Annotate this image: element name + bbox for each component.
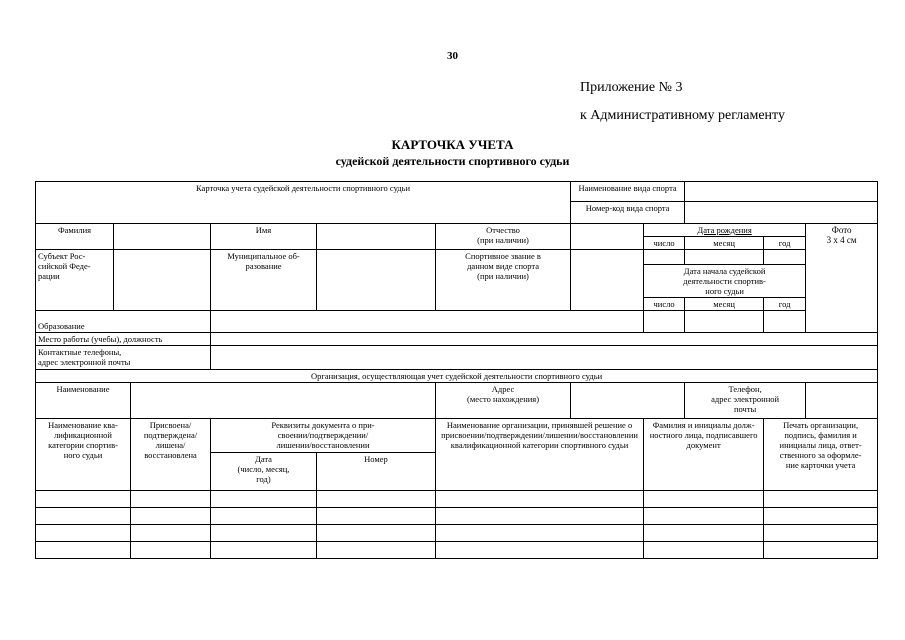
document-date-label: Дата (число, месяц, год)	[211, 453, 317, 491]
org-address-value[interactable]	[571, 383, 685, 419]
birth-date-label: Дата рождения	[644, 224, 806, 237]
appendix-number: Приложение № 3	[580, 80, 683, 95]
org-header: Организация, осуществляющая учет судейской деятельности спортивного судьи	[36, 370, 878, 383]
sport-title-label: Спортивное звание в данном виде спорта (при наличии)	[436, 250, 571, 311]
seal-signature-label: Печать организации, подпись, фамилия и инициалы лица, ответ- ственного за оформле- ние карточки учета	[764, 419, 878, 491]
sport-title-value[interactable]	[571, 250, 644, 311]
org-phone-label: Телефон, адрес электронной почты	[685, 383, 806, 419]
judge-start-month-value[interactable]	[685, 311, 764, 333]
card-header-cell	[36, 182, 571, 224]
table-row	[36, 542, 878, 559]
card-header: Карточка учета судейской деятельности спортивного судьи	[196, 183, 411, 193]
title-main: КАРТОЧКА УЧЕТА	[391, 137, 514, 152]
photo-label: Фото	[831, 225, 852, 235]
decision-org-label: Наименование организации, принявшей решение о присвоении/подтверждении/лишении/восстановлении квалификационной категории спортивного судьи	[436, 419, 644, 491]
sport-code-value[interactable]	[685, 202, 878, 224]
workplace-value[interactable]	[211, 333, 878, 346]
subject-value[interactable]	[114, 250, 211, 311]
education-value[interactable]	[211, 311, 644, 333]
document-title	[0, 137, 905, 169]
photo-size: 3 х 4 см	[826, 235, 857, 245]
subject-label: Субъект Рос- сийской Феде- рации	[36, 250, 114, 311]
sport-name-value[interactable]	[685, 182, 878, 202]
contacts-value[interactable]	[211, 346, 878, 370]
birth-day-label: число	[644, 237, 685, 250]
name-label: Имя	[211, 224, 317, 250]
photo-cell[interactable]	[806, 224, 878, 333]
table-row	[36, 491, 878, 508]
judge-start-label: Дата начала судейской деятельности спортив- ного судьи	[644, 265, 806, 298]
education-label: Образование	[36, 311, 211, 333]
judge-start-day-label: число	[644, 298, 685, 311]
municipality-value[interactable]	[317, 250, 436, 311]
org-address-label: Адрес (место нахождения)	[436, 383, 571, 419]
table-row	[36, 508, 878, 525]
sport-code-label: Номер-код вида спорта	[571, 202, 685, 224]
judge-start-year-value[interactable]	[764, 311, 806, 333]
patronymic-value[interactable]	[571, 224, 644, 250]
patronymic-label: Отчество (при наличии)	[436, 224, 571, 250]
document-number-label: Номер	[317, 453, 436, 491]
birth-month-label: месяц	[685, 237, 764, 250]
surname-label: Фамилия	[36, 224, 114, 250]
org-phone-value[interactable]	[806, 383, 878, 419]
birth-month-value[interactable]	[685, 250, 764, 265]
municipality-label: Муниципальное об- разование	[211, 250, 317, 311]
appendix-reference: к Административному регламенту	[580, 108, 785, 123]
org-name-value[interactable]	[131, 383, 436, 419]
workplace-label: Место работы (учебы), должность	[36, 333, 211, 346]
sport-name-label: Наименование вида спорта	[571, 182, 685, 202]
name-value[interactable]	[317, 224, 436, 250]
contacts-label: Контактные телефоны, адрес электронной почты	[36, 346, 211, 370]
birth-year-label: год	[764, 237, 806, 250]
org-name-label: Наименование	[36, 383, 131, 419]
title-sub: судейской деятельности спортивного судьи	[335, 154, 570, 168]
judge-start-month-label: месяц	[685, 298, 764, 311]
table-row	[36, 525, 878, 542]
document-details-label: Реквизиты документа о при- своении/подтверждении/ лишении/восстановлении	[211, 419, 436, 453]
qualification-label: Наименование ква- лификационной категории спортив- ного судьи	[36, 419, 131, 491]
surname-value[interactable]	[114, 224, 211, 250]
page-number: 30	[447, 50, 458, 62]
appendix-note	[580, 74, 785, 130]
judge-start-day-value[interactable]	[644, 311, 685, 333]
birth-day-value[interactable]	[644, 250, 685, 265]
official-label: Фамилия и инициалы долж- ностного лица, подписавшего документ	[644, 419, 764, 491]
accounting-card-form	[35, 181, 878, 559]
birth-year-value[interactable]	[764, 250, 806, 265]
judge-start-year-label: год	[764, 298, 806, 311]
assigned-status-label: Присвоена/ подтверждена/ лишена/ восстановлена	[131, 419, 211, 491]
